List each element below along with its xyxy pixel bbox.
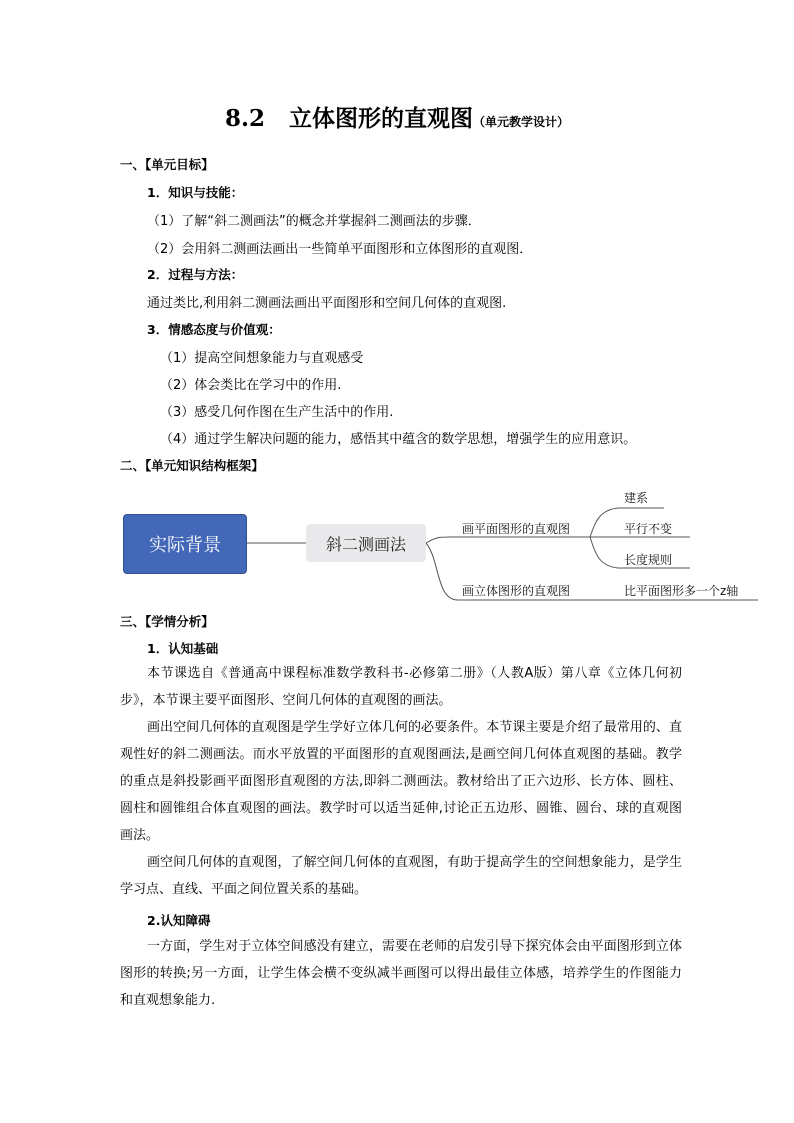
attitude-item: （3）感受几何作图在生产生活中的作用.: [160, 405, 394, 420]
mindmap-center-node: [306, 524, 426, 562]
process-text: 通过类比,利用斜二测画法画出平面图形和空间几何体的直观图.: [147, 296, 507, 311]
title-text: 立体图形的直观图: [289, 105, 473, 132]
attitude-item: （2）体会类比在学习中的作用.: [160, 378, 342, 393]
section-heading-objectives: 一、【单元目标】: [120, 157, 214, 172]
paragraph: 画出空间几何体的直观图是学生学好立体几何的必要条件。本节课主要是介绍了最常用的、直观性好的斜二测画法。而水平放置的平面图形的直观图画法,是画空间几何体直观图的基础。教学的重点是斜投影画平面图形直观图的方法,即斜二测画法。教材给出了正六边形、长方体、圆柱、圆柱和圆锥组合体直观图的画法。教学时可以适当延伸,讨论正五边形、圆锥、圆台、球的直观图画法。: [120, 720, 682, 843]
attitude-item: （4）通过学生解决问题的能力，感悟其中蕴含的数学思想，增强学生的应用意识。: [160, 432, 637, 447]
mindmap-branch-solid: 画立体图形的直观图: [462, 584, 571, 598]
paragraph: 一方面，学生对于立体空间感没有建立，需要在老师的启发引导下探究体会由平面图形到立体图形的转换;另一方面，让学生体会横不变纵减半画图可以得出最佳立体感，培养学生的作图能力和直观想象能力.: [120, 939, 682, 1008]
mindmap-leaf: 建系: [624, 491, 649, 505]
mindmap-root-node: [123, 514, 247, 574]
subheading-knowledge: 1．知识与技能：: [147, 185, 244, 200]
section-heading-framework: 二、【单元知识结构框架】: [120, 458, 264, 473]
mindmap-leaf: 长度规则: [624, 553, 673, 567]
paragraph: 画空间几何体的直观图，了解空间几何体的直观图，有助于提高学生的空间想象能力，是学生学习点、直线、平面之间位置关系的基础。: [120, 855, 682, 897]
mindmap-branch-plane: 画平面图形的直观图: [462, 522, 571, 536]
subheading-obstacle: 2.认知障碍: [147, 913, 211, 928]
section-heading-analysis: 三、【学情分析】: [120, 614, 214, 629]
subheading-attitude: 3．情感态度与价值观：: [147, 322, 281, 337]
attitude-item: （1）提高空间想象能力与直观感受: [160, 351, 364, 366]
objective-item: （2）会用斜二测画法画出一些简单平面图形和立体图形的直观图．: [147, 242, 533, 257]
mindmap-leaf: 平行不变: [624, 522, 673, 536]
subheading-process: 2．过程与方法：: [147, 267, 244, 282]
title-subtitle: （单元教学设计）: [473, 115, 570, 129]
mindmap-root-label: 实际背景: [149, 535, 221, 556]
mindmap-center-label: 斜二测画法: [325, 534, 406, 554]
subheading-basis: 1．认知基础: [147, 641, 219, 656]
section-number: 8.2: [224, 105, 265, 132]
objective-item: （1）了解“斜二测画法”的概念并掌握斜二测画法的步骤．: [147, 214, 481, 229]
paragraph: 本节课选自《普通高中课程标准数学教科书-必修第二册》（人教A版）第八章《立体几何初步》，本节课主要平面图形、空间几何体的直观图的画法。: [120, 666, 682, 708]
mindmap-leaf: 比平面图形多一个z轴: [624, 584, 739, 598]
